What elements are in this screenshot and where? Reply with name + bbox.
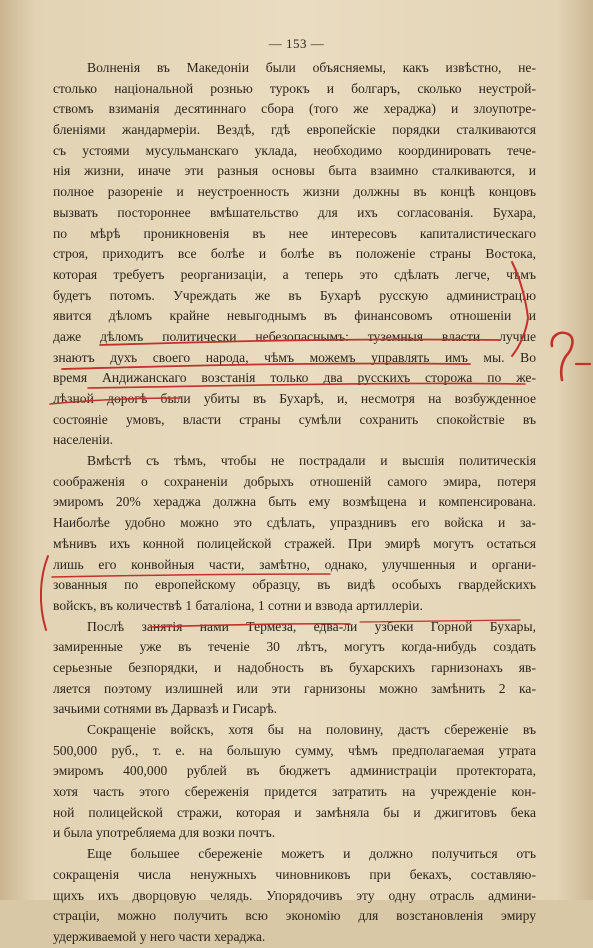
text-line: эмиромъ 20% хераджа должна быть ему возмѣщена и компенсирована. bbox=[53, 494, 536, 510]
text-line: состояніе умовъ, власти страны сумѣли сохранить спокойствіе въ bbox=[53, 411, 536, 427]
text-line: по мѣрѣ проникновенія въ нее интересовъ капиталистическаго bbox=[53, 225, 536, 241]
text-line: серьезные безпорядки, и надобность въ бухарскихъ гарнизонахъ яв- bbox=[53, 659, 536, 675]
text-line: явится дѣломъ крайне невыгоднымъ въ финансовомъ отношеніи и bbox=[53, 308, 536, 324]
text-line: эмиромъ 400,000 рублей въ бюджетъ администраціи протектората, bbox=[53, 763, 536, 779]
text-line: щихъ ихъ дворцовую челядь. Упорядочивъ эту одну отрасль админи- bbox=[53, 887, 536, 903]
text-line: и была употребляема для возки почтъ. bbox=[53, 825, 276, 841]
question-mark bbox=[552, 333, 573, 380]
text-line: время Андижанскаго возстанія только два русскихъ сторожа по же- bbox=[53, 370, 536, 386]
text-line: строя, приходитъ все болѣе и болѣе въ положеніе страны Востока, bbox=[53, 246, 536, 262]
text-line: Еще большее сбереженіе можетъ и должно получиться отъ bbox=[87, 846, 536, 862]
text-line: Послѣ занятія нами Термеза, едва-ли узбеки Горной Бухары, bbox=[87, 618, 536, 634]
text-line: зованныя по европейскому образцу, въ видѣ особыхъ гвардейскихъ bbox=[53, 577, 536, 593]
text-line: населеніи. bbox=[53, 432, 114, 448]
text-line: зачьими сотнями въ Дарвазѣ и Гисарѣ. bbox=[53, 701, 277, 717]
text-line: лѣзной дорогѣ были убиты въ Бухарѣ, и, несмотря на возбужденное bbox=[53, 391, 536, 406]
text-line: знаютъ духъ своего народа, чѣмъ можемъ управлять имъ мы. Во bbox=[53, 349, 536, 365]
text-line: хотя часть этого сбереженія придется затратить на учрежденіе кон- bbox=[53, 784, 536, 800]
text-line: лишь его конвойныя части, замѣтно, однако, улучшенныя и органи- bbox=[53, 556, 536, 572]
text-line: ствомъ взиманія десятиннаго сбора (того же хераджа) и злоупотре- bbox=[53, 101, 536, 117]
text-line: которая требуетъ реорганизаціи, а теперь это сдѣлать легче, чѣмъ bbox=[53, 266, 536, 282]
text-line: удерживаемой у него части хераджа. bbox=[53, 928, 266, 944]
text-line: Вмѣстѣ съ тѣмъ, чтобы не пострадали и высшія политическія bbox=[87, 453, 536, 469]
text-line: даже дѣломъ политически небезопаснымъ: туземныя власти лучше bbox=[53, 328, 536, 344]
text-line: нія жизни, иначе эти разныя основы быта взаимно сталкиваются, и bbox=[53, 163, 536, 179]
text-line: будетъ потомъ. Учреждать же въ Бухарѣ русскую администрацію bbox=[53, 287, 536, 303]
text-line: вызвать постороннее вмѣшательство для ихъ согласованія. Бухара, bbox=[53, 204, 536, 220]
text-line: страціи, можно получить всю экономію для возстановленія эмиру bbox=[53, 908, 536, 924]
text-line: полное разореніе и неустроенность жизни должны въ концѣ концовъ bbox=[53, 184, 536, 200]
text-line: сокращенія числа ненужныхъ чиновниковъ при бекахъ, составляю- bbox=[53, 866, 536, 882]
page-number: — 153 — bbox=[268, 36, 325, 51]
text-line: мѣнивъ ихъ конной полицейской стражей. При эмирѣ могутъ остаться bbox=[53, 535, 536, 551]
body-text bbox=[53, 58, 536, 948]
left-margin-bracket bbox=[41, 556, 48, 630]
text-line: Волненія въ Македоніи были объясняемы, какъ извѣстно, не- bbox=[87, 60, 536, 75]
text-line: 500,000 руб., т. е. на большую сумму, чѣмъ предполагаемая утрата bbox=[53, 742, 536, 758]
text-line: войскъ, въ количествѣ 1 баталіона, 1 сотни и взвода артиллеріи. bbox=[53, 597, 423, 613]
text-line: столько національной рознью турокъ и болгаръ, сколько неустрой- bbox=[53, 80, 536, 96]
text-line: съ устоями мусульманскаго уклада, необходимо координировать тече- bbox=[53, 142, 536, 158]
text-line: бленіями жандармеріи. Вездѣ, гдѣ европейскіе порядки сталкиваются bbox=[53, 122, 536, 138]
text-line: замиренные уже въ теченіе 30 лѣтъ, могутъ когда-нибудь создать bbox=[53, 639, 536, 655]
text-line: ной полицейской стражи, которая и замѣняла бы и джигитовъ бека bbox=[53, 804, 536, 820]
text-line: Наиболѣе удобно можно это сдѣлать, упразднивъ его войска и за- bbox=[53, 515, 536, 531]
text-line: соображенія о сохраненіи добрыхъ отношеній самого эмира, потеря bbox=[53, 473, 536, 489]
text-line: ляется поэтому излишней или эти гарнизоны можно замѣнить 2 ка- bbox=[53, 680, 536, 696]
text-line: Сокращеніе войскъ, хотя бы на половину, дастъ сбереженіе въ bbox=[87, 722, 536, 737]
